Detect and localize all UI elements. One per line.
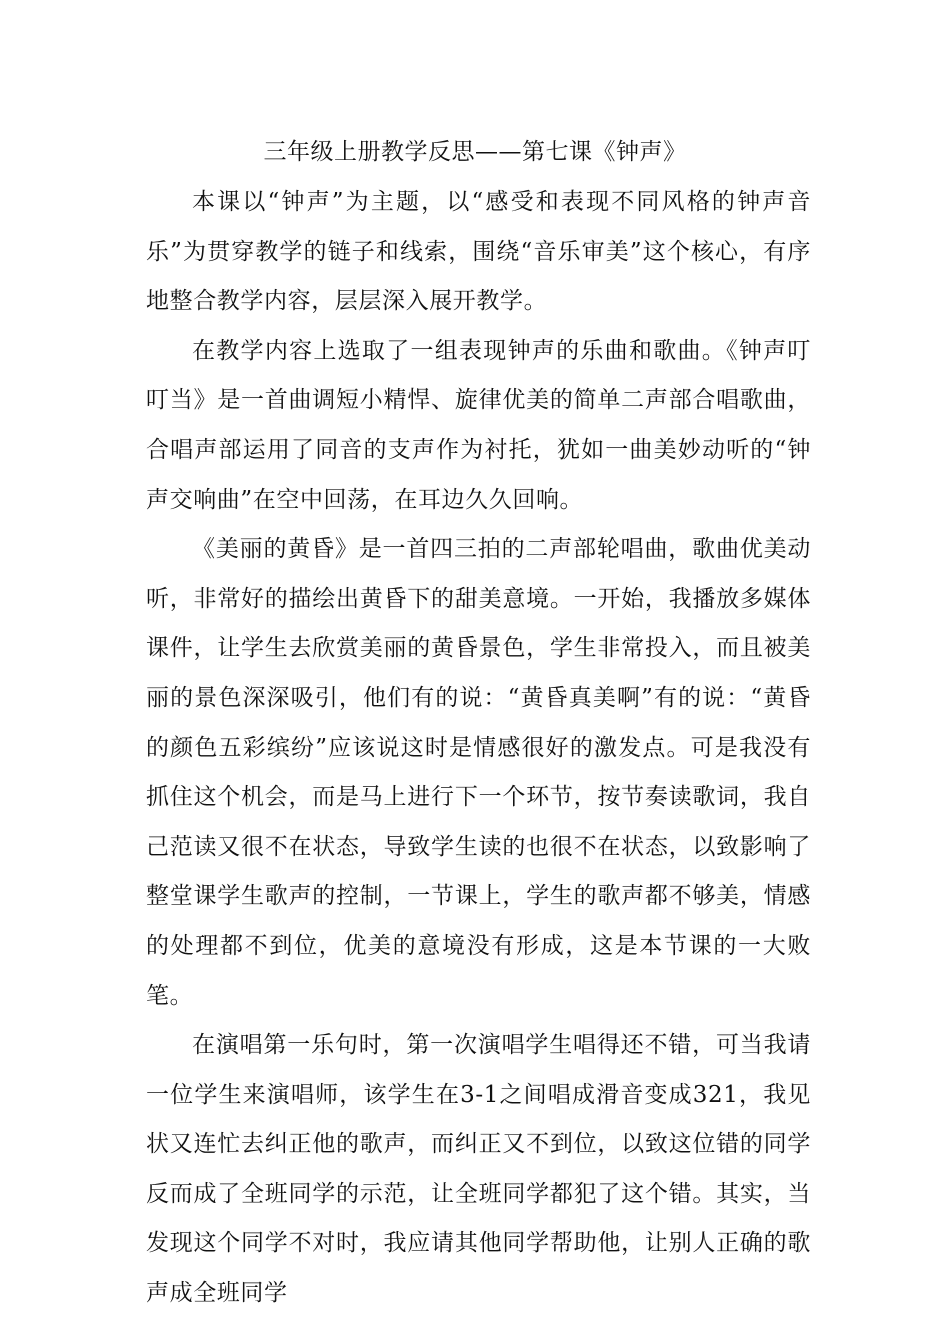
- paragraph-4: 在演唱第一乐句时，第一次演唱学生唱得还不错，可当我请一位学生来演唱师，该学生在3-1之间唱成滑音变成321，我见状又连忙去纠正他的歌声，而纠正又不到位，以致这位错的同学反而成了全班同学的示范，让全班同学都犯了这个错。其实，当发现这个同学不对时，我应请其他同学帮助他，让别人正确的歌声成全班同学: [146, 1032, 811, 1307]
- document-title: 三年级上册教学反思——第七课《钟声》: [263, 139, 687, 165]
- paragraph-3: 《美丽的黄昏》是一首四三拍的二声部轮唱曲，歌曲优美动听，非常好的描绘出黄昏下的甜美意境。一开始，我播放多媒体课件，让学生去欣赏美丽的黄昏景色，学生非常投入，而且被美丽的景色深深吸引，他们有的说：“黄昏真美啊”有的说：“黄昏的颜色五彩缤纷”应该说这时是情感很好的激发点。可是我没有抓住这个机会，而是马上进行下一个环节，按节奏读歌词，我自己范读又很不在状态，导致学生读的也很不在状态，以致影响了整堂课学生歌声的控制，一节课上，学生的歌声都不够美，情感的处理都不到位，优美的意境没有形成，这是本节课的一大败笔。: [146, 536, 811, 1009]
- document-body: [146, 178, 811, 1319]
- paragraph-2: 在教学内容上选取了一组表现钟声的乐曲和歌曲。《钟声叮叮当》是一首曲调短小精悍、旋律优美的简单二声部合唱歌曲，合唱声部运用了同音的支声作为衬托，犹如一曲美妙动听的“钟声交响曲”在空中回荡，在耳边久久回响。: [146, 337, 811, 513]
- paragraph-1: 本课以“钟声”为主题，以“感受和表现不同风格的钟声音乐”为贯穿教学的链子和线索，围绕“音乐审美”这个核心，有序地整合教学内容，层层深入展开教学。: [146, 189, 811, 315]
